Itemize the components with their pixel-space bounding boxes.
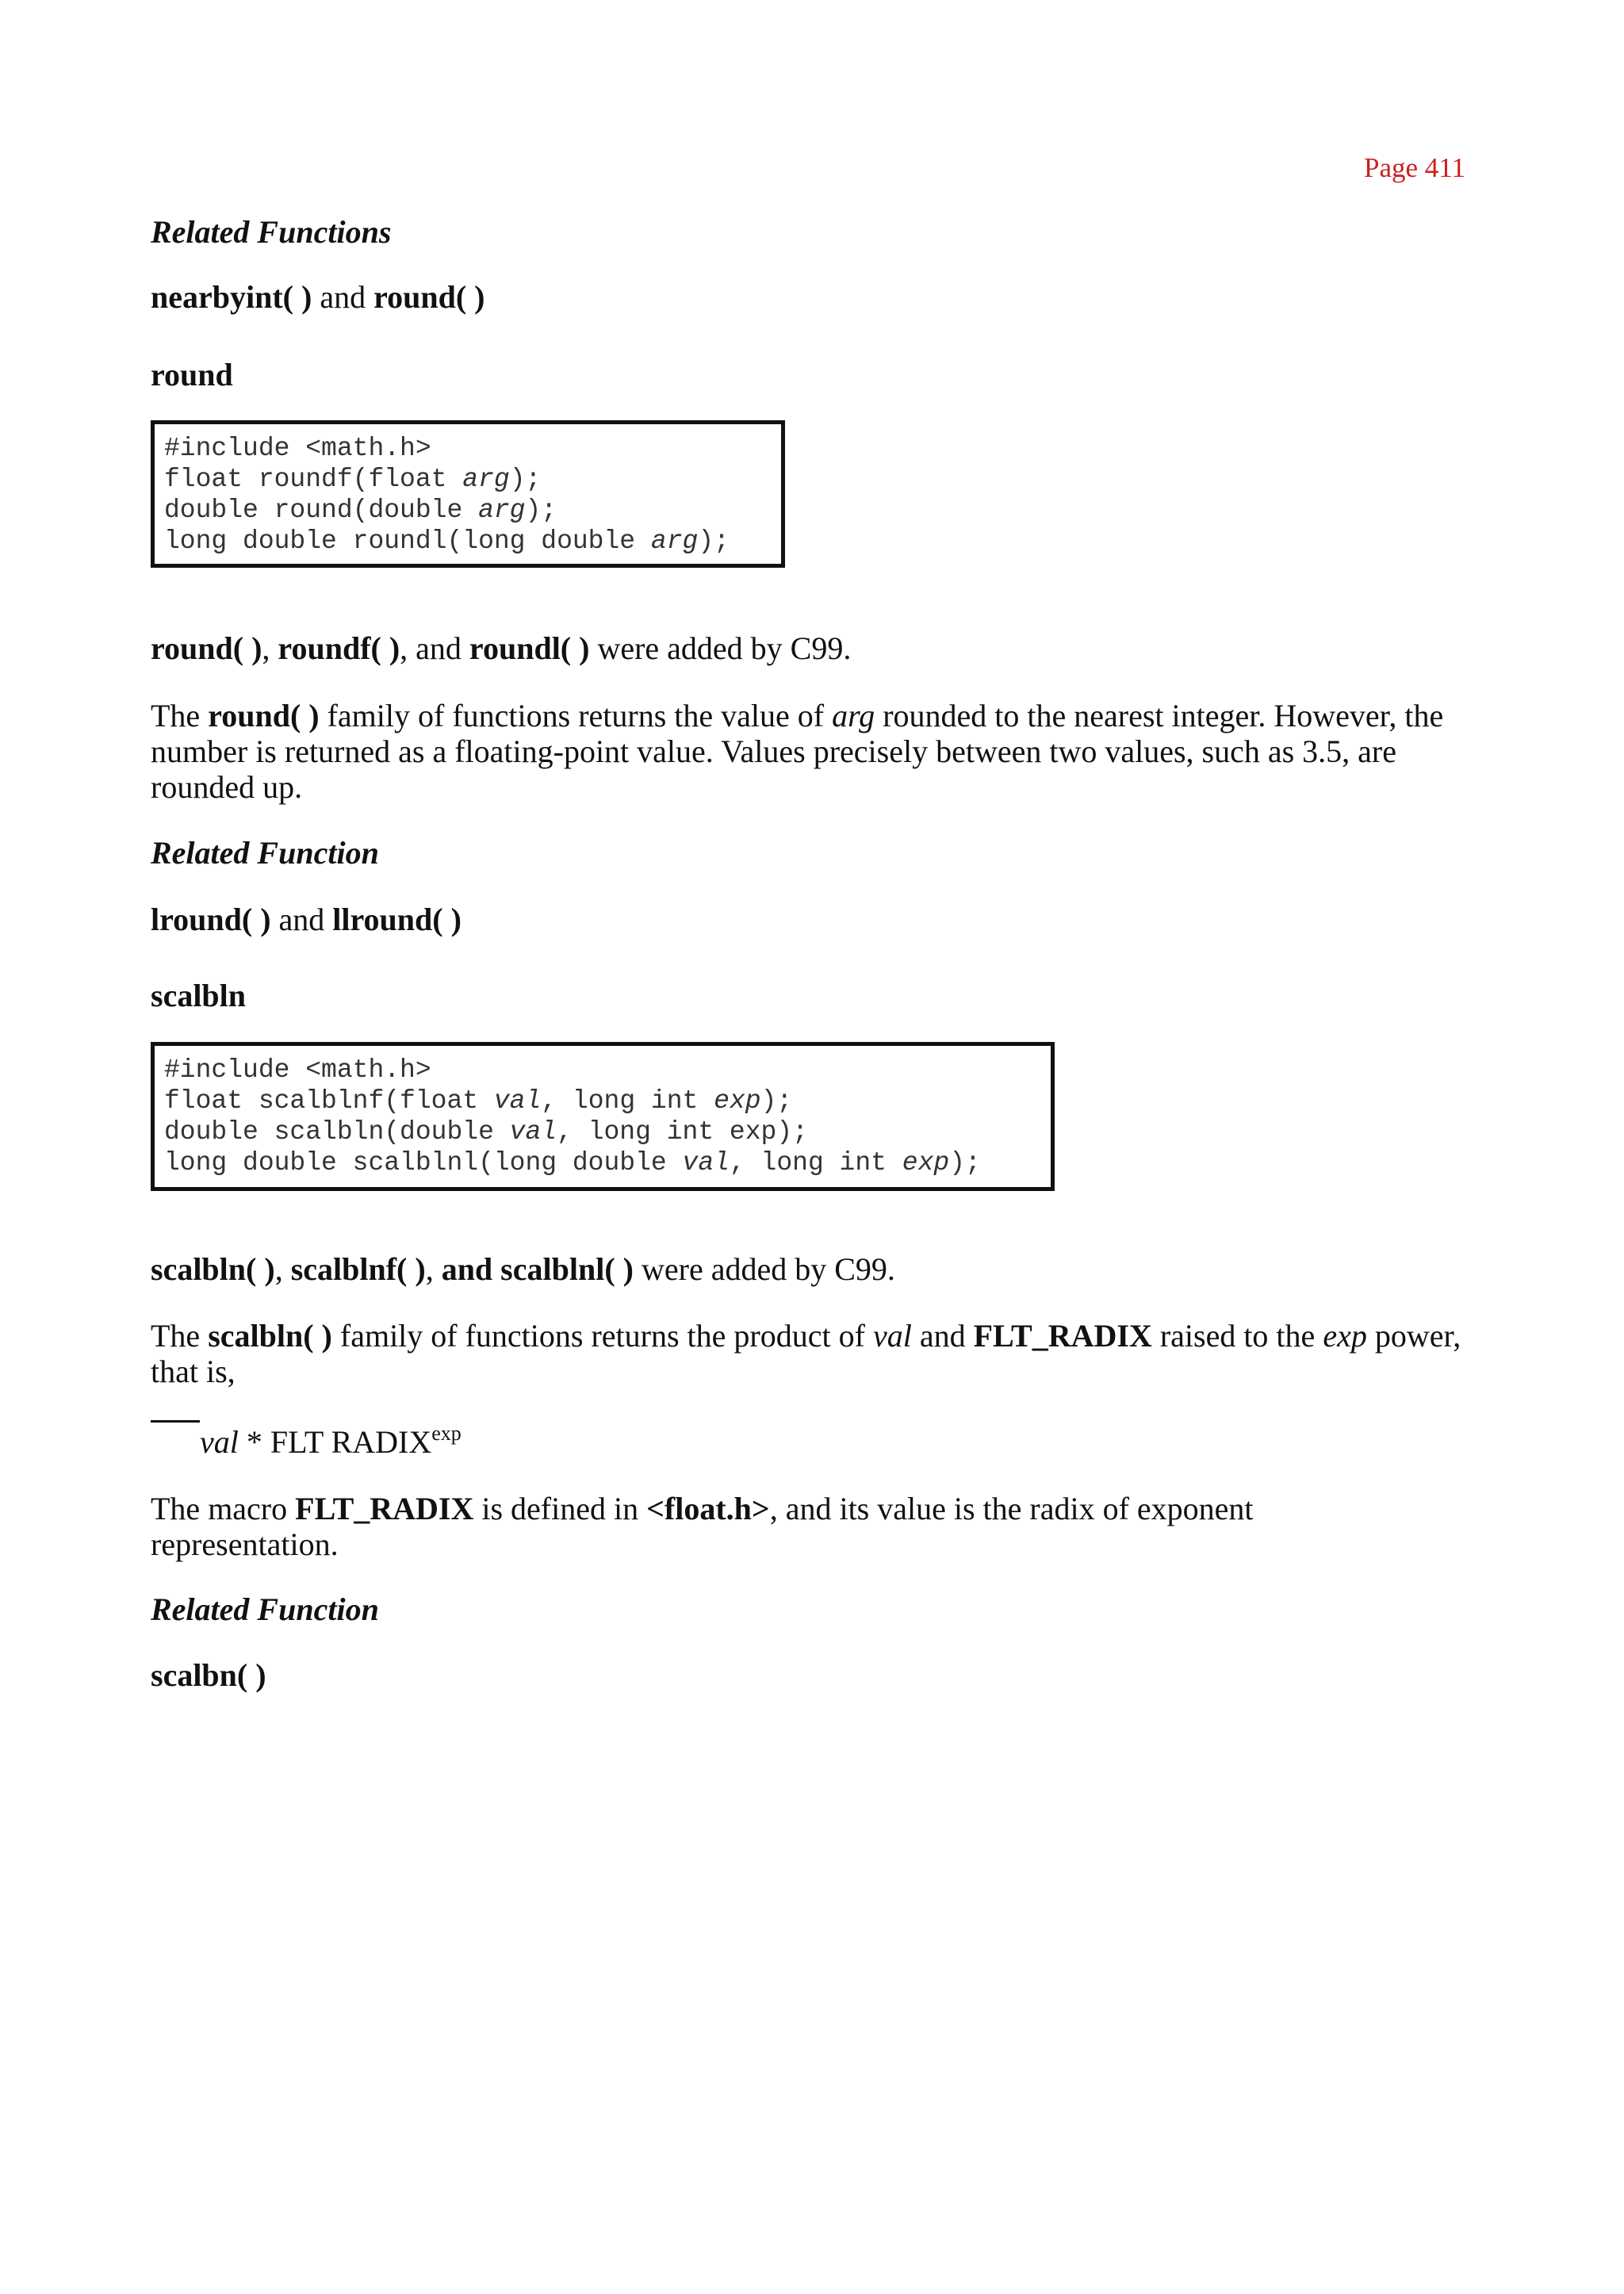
code-line: #include <math.h> [164, 434, 431, 463]
scalbln-added-c99: scalbln( ), scalblnf( ), and scalblnl( ) were added by C99. [151, 1251, 895, 1287]
round-description: The round( ) family of functions returns the value of arg rounded to the nearest integer. However, the number is returned as a floating-point value. Values precisely between two values, such as 3.5, are rounded up. [151, 698, 1444, 805]
round-related-heading: Related Function [151, 835, 379, 871]
related-fn-round: round( ) [373, 279, 485, 315]
related-functions-heading: Related Functions [151, 214, 392, 250]
scalbln-related-fn: scalbn( ) [151, 1657, 266, 1693]
code-line: #include <math.h> [164, 1055, 431, 1085]
scalbln-formula: val * FLT $RADIX^{exp}$ [200, 1422, 462, 1460]
scalbln-code-box [151, 1042, 1055, 1191]
code-line: long double roundl(long double arg); [164, 527, 730, 556]
related-sep: and [312, 279, 374, 315]
code-line: double scalbln(double val, long int exp); [164, 1117, 808, 1147]
related-functions-list [151, 279, 485, 316]
related-fn-nearbyint: nearbyint( ) [151, 279, 312, 315]
scalbln-title: scalbln [151, 978, 247, 1013]
round-added-c99: round( ), roundf( ), and roundl( ) were added by C99. [151, 630, 852, 666]
round-title: round [151, 357, 233, 393]
code-line: float scalblnf(float val, long int exp); [164, 1086, 793, 1116]
page-number: Page 411 [1364, 152, 1465, 183]
flt-radix-description: The macro FLT_RADIX is defined in <float.h>, and its value is the radix of exponent representation. [151, 1491, 1254, 1562]
round-code-box [151, 420, 785, 568]
scalbln-related-heading: Related Function [151, 1591, 379, 1627]
code-line: float roundf(float arg); [164, 465, 542, 494]
code-line: long double scalblnl(long double val, long int exp); [164, 1148, 981, 1178]
round-related-list: lround( ) and llround( ) [151, 902, 462, 937]
formula-rule [151, 1420, 200, 1423]
code-line: double round(double arg); [164, 496, 557, 525]
scalbln-description: The scalbln( ) family of functions returns the product of val and FLT_RADIX raised to the exp power, that is, [151, 1318, 1461, 1389]
